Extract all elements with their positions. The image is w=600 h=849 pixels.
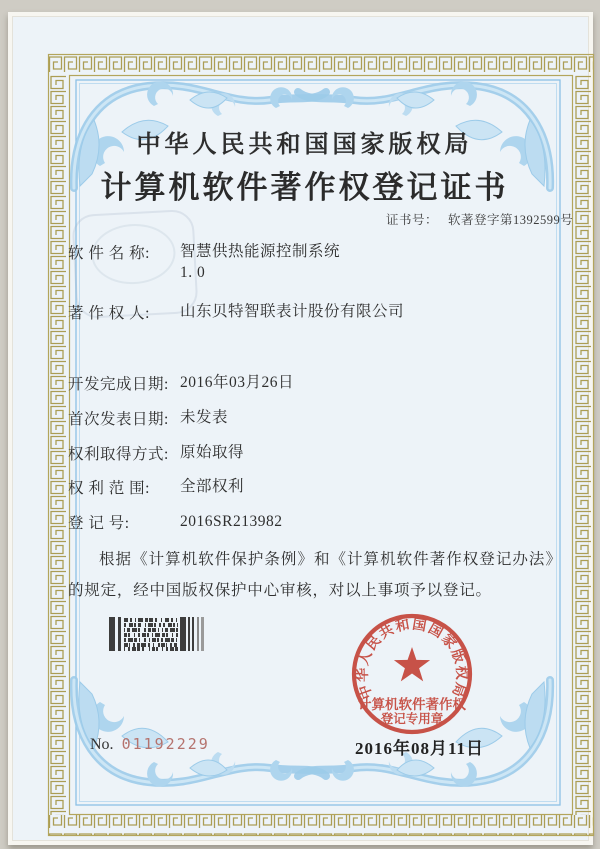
barcode-2d <box>109 617 207 651</box>
field-label: 登 记 号: <box>68 515 130 532</box>
field-value: 2016SR213982 <box>180 513 283 530</box>
cert-number-label: 证书号： <box>386 213 439 227</box>
cert-number-value: 软著登字第1392599号 <box>448 213 574 227</box>
field-value: 未发表 <box>180 409 229 426</box>
field-label: 软 件 名 称: <box>68 245 150 262</box>
certificate-paper <box>8 12 593 845</box>
field-row-registration-number <box>68 511 282 533</box>
field-row-software-name <box>68 241 340 283</box>
issue-date: 2016年08月11日 <box>355 739 485 758</box>
field-value-version: 1. 0 <box>180 264 206 281</box>
field-label: 权 利 范 围: <box>68 480 150 497</box>
field-row-copyright-owner <box>68 301 404 323</box>
field-value: 山东贝特智联表计股份有限公司 <box>180 303 405 320</box>
official-seal <box>312 602 528 758</box>
field-label: 著 作 权 人: <box>68 305 150 322</box>
field-label: 权利取得方式: <box>68 446 169 463</box>
seal-ring-text: 中华人民共和国国家版权局 <box>355 617 469 701</box>
field-label: 首次发表日期: <box>68 411 169 428</box>
field-value: 2016年03月26日 <box>180 374 295 391</box>
serial-prefix: No. <box>90 736 114 753</box>
seal-line2: 登记专用章 <box>380 712 444 726</box>
serial-number-line <box>90 735 210 754</box>
field-value: 智慧供热能源控制系统 1. 0 <box>180 243 341 281</box>
corner-flourish-bottom-left <box>74 680 326 786</box>
field-row-rights-acquisition <box>68 442 244 464</box>
field-row-dev-complete-date <box>68 372 294 394</box>
field-row-first-publish-date <box>68 407 228 429</box>
serial-number: 01192229 <box>121 735 210 753</box>
authority-title: 中华人民共和国国家版权局 <box>136 132 473 158</box>
field-value: 原始取得 <box>180 444 245 461</box>
seal-line1: 计算机软件著作权 <box>358 697 466 712</box>
star-icon <box>394 647 430 681</box>
field-value: 全部权利 <box>180 478 245 495</box>
certificate-title: 计算机软件著作权登记证书 <box>100 170 509 205</box>
certificate-number-line <box>386 210 573 228</box>
field-row-rights-scope <box>68 476 244 498</box>
field-label: 开发完成日期: <box>68 376 169 393</box>
statement-text: 根据《计算机软件保护条例》和《计算机软件著作权登记办法》的规定，经中国版权保护中心审核，对以上事项予以登记。 <box>68 551 554 599</box>
